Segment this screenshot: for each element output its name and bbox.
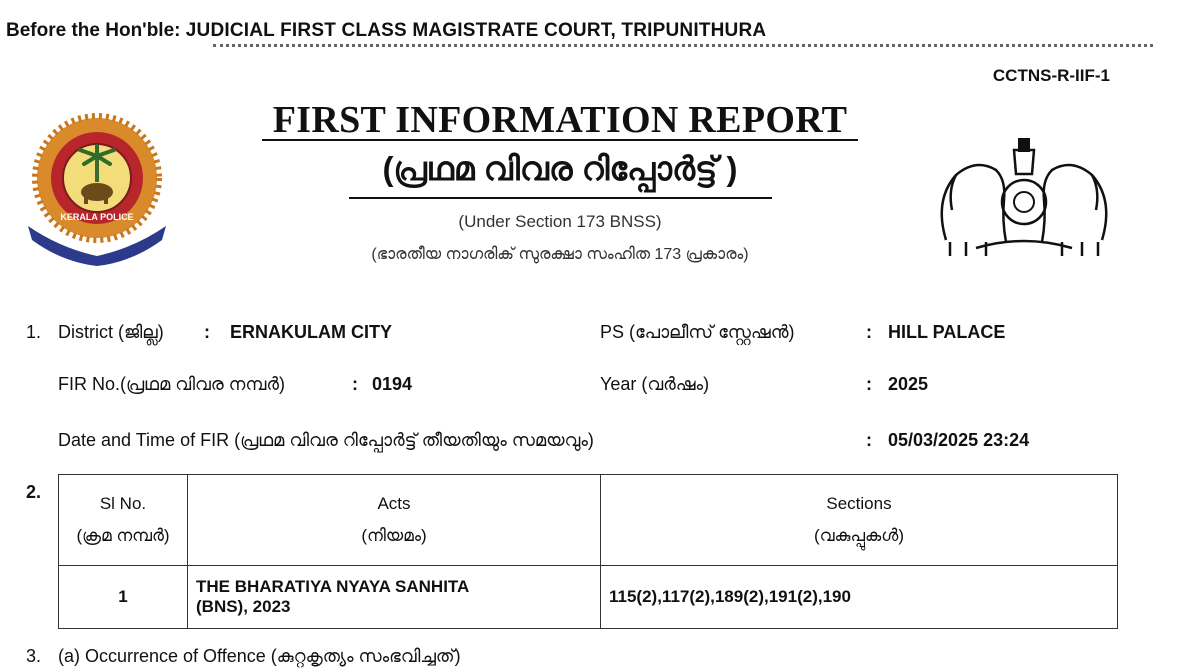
fir-datetime-label: Date and Time of FIR (പ്രഥമ വിവര റിപ്പോർട്ട് തീയതിയും സമയവും) <box>58 430 594 450</box>
row-act-line1: THE BHARATIYA NYAYA SANHITA <box>196 577 470 596</box>
page-title: FIRST INFORMATION REPORT <box>272 99 848 141</box>
header-acts-en: Acts <box>377 494 411 513</box>
header-sl-no-en: Sl No. <box>99 494 147 513</box>
fir-datetime-value: 05/03/2025 23:24 <box>888 430 1030 450</box>
ps-separator: : <box>866 322 872 342</box>
emblem-text: KERALA POLICE <box>60 212 134 222</box>
section-3-number: 3. <box>26 646 42 666</box>
header-sections <box>601 475 1118 566</box>
court-dotted-line <box>213 44 1153 47</box>
header-acts <box>188 475 601 566</box>
form-code: CCTNS-R-IIF-1 <box>992 66 1110 85</box>
header-sections-en: Sections <box>826 494 892 513</box>
district-label: District (ജില്ല) <box>58 322 164 342</box>
occurrence-of-offence-label: (a) Occurrence of Offence (കുറ്റകൃത്യം സംഭവിച്ചത്) <box>58 646 461 666</box>
header-sl-no-ml: (ക്രമ നമ്പർ) <box>76 526 170 545</box>
court-line <box>6 20 766 42</box>
year-label: Year (വർഷം) <box>600 374 710 394</box>
under-section-ml: (ഭാരതീയ നാഗരിക് സുരക്ഷാ സംഹിത 173 പ്രകാരം) <box>371 246 749 263</box>
fir-number-value: 0194 <box>372 374 413 394</box>
table-row <box>59 566 1118 629</box>
fir-datetime-separator: : <box>866 430 872 450</box>
subtitle-underline <box>349 197 772 199</box>
row-sl-no: 1 <box>59 566 188 629</box>
ps-label: PS (പോലീസ് സ്റ്റേഷൻ) <box>600 322 795 342</box>
header-sections-ml: (വകുപ്പുകൾ) <box>813 526 905 545</box>
row-act <box>188 566 601 629</box>
fir-number-separator: : <box>352 374 358 394</box>
header-sl-no <box>59 475 188 566</box>
section-2-number: 2. <box>26 482 42 502</box>
ps-value: HILL PALACE <box>888 322 1006 342</box>
year-value: 2025 <box>888 374 929 394</box>
table-header-row <box>59 475 1118 566</box>
fir-number-label: FIR No.(പ്രഥമ വിവര നമ്പർ) <box>58 374 285 394</box>
header-acts-ml: (നിയമം) <box>361 526 427 545</box>
row-act-line2: (BNS), 2023 <box>196 597 291 616</box>
district-value: ERNAKULAM CITY <box>230 322 392 342</box>
court-name: JUDICIAL FIRST CLASS MAGISTRATE COURT, TRIPUNITHURA <box>185 20 767 41</box>
section-1-number: 1. <box>26 322 42 342</box>
title-underline <box>262 139 858 141</box>
year-separator: : <box>866 374 872 394</box>
court-prefix: Before the Hon'ble: <box>6 20 181 41</box>
district-separator: : <box>204 322 210 342</box>
row-sections: 115(2),117(2),189(2),191(2),190 <box>601 566 1118 629</box>
page-title-ml: (പ്രഥമ വിവര റിപ്പോർട്ട് ) <box>382 150 738 187</box>
under-section: (Under Section 173 BNSS) <box>458 212 662 231</box>
acts-sections-table <box>58 474 1118 629</box>
